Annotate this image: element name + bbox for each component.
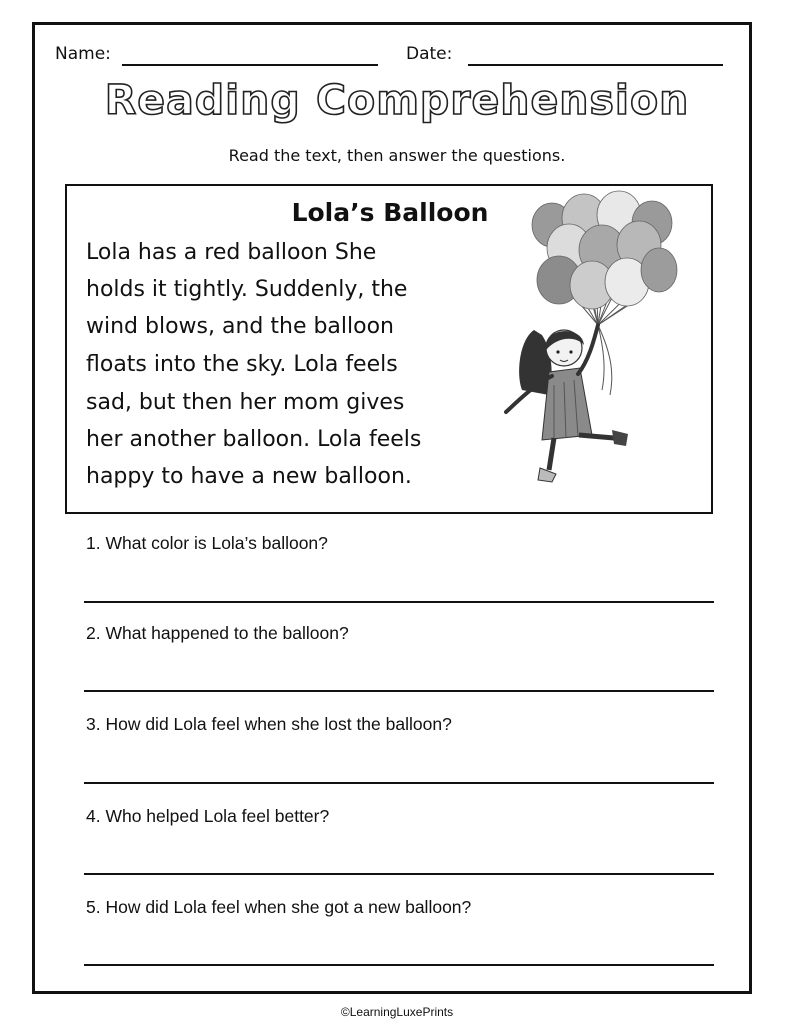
answer-line-4[interactable] bbox=[84, 873, 714, 875]
question-2: 2. What happened to the balloon? bbox=[86, 623, 349, 643]
story-line: happy to have a new balloon. bbox=[86, 464, 412, 489]
question-3: 3. How did Lola feel when she lost the balloon? bbox=[86, 714, 452, 734]
story-title: Lola’s Balloon bbox=[291, 198, 489, 227]
question-1: 1. What color is Lola’s balloon? bbox=[86, 533, 328, 553]
girl-icon bbox=[506, 325, 628, 482]
date-field[interactable] bbox=[468, 64, 723, 66]
name-label: Name: bbox=[55, 44, 111, 64]
question-5: 5. How did Lola feel when she got a new balloon? bbox=[86, 897, 472, 917]
girl-with-balloons-illustration bbox=[494, 190, 684, 490]
date-label: Date: bbox=[406, 44, 453, 64]
story-line: Lola has a red balloon She bbox=[86, 240, 377, 265]
copyright-footer: ©LearningLuxePrints bbox=[340, 1005, 454, 1019]
answer-line-3[interactable] bbox=[84, 782, 714, 784]
question-4: 4. Who helped Lola feel better? bbox=[86, 806, 330, 826]
page-title: Reading Comprehension bbox=[104, 76, 690, 124]
story-line: floats into the sky. Lola feels bbox=[86, 352, 398, 377]
story-line: sad, but then her mom gives bbox=[86, 390, 405, 415]
answer-line-5[interactable] bbox=[84, 964, 714, 966]
story-line: holds it tightly. Suddenly, the bbox=[86, 277, 408, 302]
story-line: wind blows, and the balloon bbox=[86, 314, 394, 339]
story-line: her another balloon. Lola feels bbox=[86, 427, 422, 452]
answer-line-2[interactable] bbox=[84, 690, 714, 692]
name-field[interactable] bbox=[122, 64, 378, 66]
answer-line-1[interactable] bbox=[84, 601, 714, 603]
balloons-icon bbox=[532, 191, 677, 309]
instructions: Read the text, then answer the questions. bbox=[228, 146, 566, 165]
